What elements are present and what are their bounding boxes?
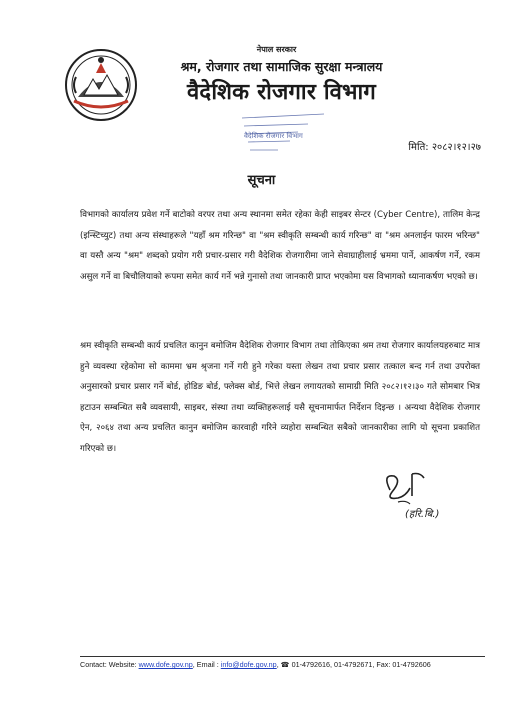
office-stamp-icon xyxy=(238,110,328,156)
footer-contact xyxy=(80,660,431,669)
contact-label: Contact: Website: xyxy=(80,660,139,669)
ministry-name: श्रम, रोजगार तथा सामाजिक सुरक्षा मन्त्रालय xyxy=(180,59,383,74)
notice-date: मिति: २०८२।१२।२७ xyxy=(408,142,481,153)
phone-fax: , ☎ 01-4792616, 01-4792671, Fax: 01-4792606 xyxy=(276,660,431,669)
government-name: नेपाल सरकार xyxy=(256,45,297,54)
email-link[interactable]: info@dofe.gov.np xyxy=(220,660,277,669)
notice-paragraph-2: श्रम स्वीकृति सम्बन्धी कार्य प्रचलित कानुन बमोजिम वैदेशिक रोजगार विभाग तथा तोकिएका श्रम तथा रोजगार कार्यालयहरुबाट मात्र हुने व्यवस्था रहेकोमा सो काममा भ्रम श्रृजना गर्ने गरी हुने गरेका यस्ता लेखन तथा प्रचार प्रसार तत्काल बन्द गर्न तथा उपरोक्त अनुसारको प्रचार प्रसार गर्ने बोर्ड, होडिङ बोर्ड, फ्लेक्स बोर्ड, भित्ते लेखन लगायतको सामाग्री मिति २०८२।१२।३० गते सोमबार भित्र हटाउन सम्बन्धित सबै व्यवसायी, साइबर, संस्था तथा व्यक्तिहरूलाई यसै सूचनामार्फत निर्देशन दिइन्छ । अन्यथा वैदेशिक रोजगार ऐन, २०६४ तथा अन्य प्रचलित कानुन बमोजिम कारवाही गरिने व्यहोरा सम्बन्धित सबैको जानकारीका लागि यो सूचना प्रकाशित गरिएको छ। xyxy=(80,341,480,454)
department-name: वैदेशिक रोजगार विभाग xyxy=(187,80,376,105)
notice-title: सूचना xyxy=(247,173,276,188)
website-link[interactable]: www.dofe.gov.np xyxy=(138,660,193,669)
stamp-text: वैदेशिक रोजगार विभाग xyxy=(244,132,303,140)
signatory-name: (हरि.बि.) xyxy=(405,509,440,520)
notice-paragraph-1: विभागको कार्यालय प्रवेश गर्ने बाटोको वरपर तथा अन्य स्थानमा समेत रहेका केही साइबर सेन्टर (Cyber Centre), तालिम केन्द्र (इन्स्टिच्युट) तथा अन्य संस्थाहरूले "यहाँ श्रम गरिन्छ" वा "श्रम स्वीकृति सम्बन्धी कार्य गरिन्छ" वा "श्रम अनलाईन फारम भरिन्छ" वा यस्तै अन्य "श्रम" शब्दको प्रयोग गरी प्रचार-प्रसार गरी वैदेशिक रोजगारीमा जाने सेवाग्राहीलाई भ्रममा पार्ने, आकर्षण गर्ने, रकम असुल गर्ने वा बिचौलियाको रूपमा समेत कार्य गर्ने भन्ने गुनासो तथा जानकारी प्राप्त भएकोमा यस विभागको ध्यानाकर्षण भएको छ। xyxy=(80,210,480,282)
email-label: , Email : xyxy=(192,660,221,669)
footer-divider xyxy=(80,656,485,657)
